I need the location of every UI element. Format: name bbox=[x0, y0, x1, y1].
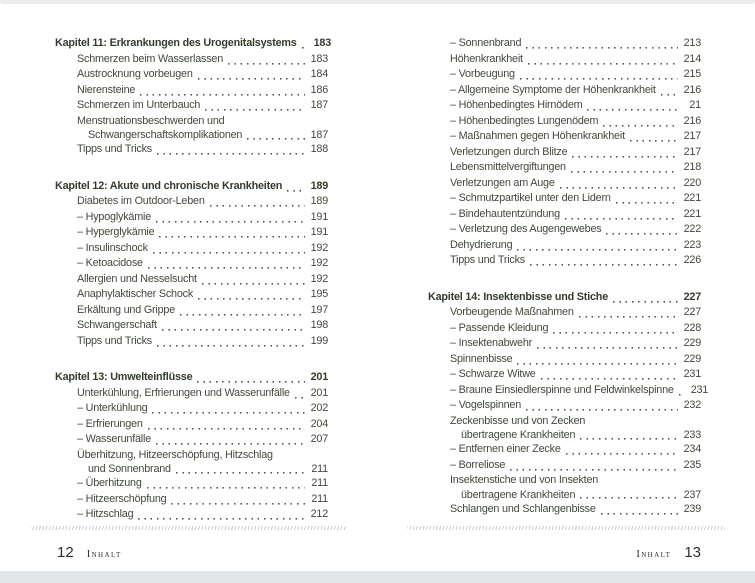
toc-entry-label: Menstruationsbeschwerden und bbox=[77, 114, 225, 127]
folio-number-right: 13 bbox=[684, 544, 701, 561]
dot-leader bbox=[537, 339, 678, 349]
toc-entry bbox=[55, 287, 328, 303]
toc-entry-page-number: 202 bbox=[310, 402, 328, 414]
toc-entry bbox=[428, 222, 701, 238]
toc-entry-label: – Hypoglykämie bbox=[77, 210, 152, 223]
toc-entry-label: Schmerzen im Unterbauch bbox=[77, 99, 201, 111]
scan-top-edge bbox=[0, 0, 755, 4]
dot-leader bbox=[138, 510, 304, 520]
toc-entry-page-number: 207 bbox=[310, 433, 328, 445]
toc-entry-page-number: 211 bbox=[311, 463, 328, 475]
toc-entry bbox=[55, 52, 328, 68]
toc-entry-label: – Borreliose bbox=[450, 458, 506, 471]
dot-leader bbox=[202, 275, 305, 285]
toc-entry bbox=[428, 442, 701, 458]
toc-entry bbox=[428, 383, 709, 399]
toc-entry-page-number: 226 bbox=[683, 254, 701, 266]
dot-leader bbox=[526, 401, 678, 411]
toc-entry bbox=[55, 225, 328, 241]
dot-leader bbox=[247, 130, 304, 140]
toc-entry bbox=[55, 210, 328, 226]
toc-entry-page-number: 211 bbox=[311, 492, 328, 505]
dot-leader bbox=[176, 464, 305, 474]
dot-leader bbox=[630, 132, 678, 142]
toc-entry-continuation bbox=[428, 489, 701, 502]
toc-entry bbox=[428, 336, 701, 352]
toc-entry-page-number: 234 bbox=[683, 443, 701, 455]
dot-leader bbox=[580, 430, 677, 440]
toc-entry-label: übertragene Krankheiten bbox=[461, 429, 576, 441]
toc-entry-label: – Entfernen einer Zecke bbox=[450, 443, 561, 455]
toc-entry-continuation bbox=[55, 463, 328, 476]
toc-entry bbox=[428, 98, 701, 114]
toc-entry bbox=[428, 145, 701, 161]
page-footer-left bbox=[57, 544, 122, 561]
toc-chapter-heading bbox=[55, 179, 328, 195]
toc-entry-page-number: 212 bbox=[310, 508, 328, 520]
toc-entry-label: und Sonnenbrand bbox=[88, 463, 171, 475]
toc-entry-label: Schmerzen beim Wasserlassen bbox=[77, 52, 224, 65]
toc-entry-page-number: 221 bbox=[683, 192, 701, 204]
toc-section bbox=[55, 179, 328, 350]
toc-entry-label: – Überhitzung bbox=[77, 477, 142, 489]
dot-leader bbox=[580, 489, 677, 499]
toc-entry bbox=[55, 318, 328, 334]
toc-entry-label: Kapitel 13: Umwelteinflüsse bbox=[55, 371, 193, 383]
toc-entry-page-number: 204 bbox=[310, 417, 328, 430]
toc-entry-label: Tipps und Tricks bbox=[77, 143, 153, 155]
dot-leader bbox=[520, 70, 678, 80]
dot-leader bbox=[210, 197, 305, 207]
dot-leader bbox=[156, 435, 305, 445]
toc-entry bbox=[428, 473, 701, 489]
toc-entry-page-number: 233 bbox=[683, 429, 701, 441]
toc-entry-page-number: 218 bbox=[683, 161, 701, 173]
toc-entry-label: – Höhenbedingtes Hirnödem bbox=[450, 99, 583, 111]
dot-leader bbox=[287, 182, 304, 192]
dot-leader bbox=[162, 321, 305, 331]
dot-leader bbox=[228, 55, 305, 65]
toc-entry bbox=[55, 303, 328, 319]
toc-entry-page-number: 191 bbox=[310, 210, 328, 223]
toc-entry-page-number: 229 bbox=[683, 352, 701, 365]
toc-entry-label: Schwangerschaftskomplikationen bbox=[88, 129, 243, 141]
toc-entry-label: – Maßnahmen gegen Höhenkrankheit bbox=[450, 130, 625, 142]
running-head-right: Inhalt bbox=[636, 549, 672, 560]
toc-section bbox=[428, 290, 709, 518]
dot-leader bbox=[197, 373, 304, 383]
toc-entry-label: – Schwarze Witwe bbox=[450, 368, 536, 380]
toc-entry-page-number: 21 bbox=[689, 99, 701, 111]
toc-entry-label: – Erfrierungen bbox=[77, 417, 143, 430]
toc-entry bbox=[428, 67, 701, 83]
dot-leader bbox=[180, 306, 305, 316]
toc-entry-page-number: 198 bbox=[310, 319, 328, 331]
folio-number-left: 12 bbox=[57, 544, 74, 561]
dot-leader bbox=[510, 461, 677, 471]
toc-entry-label: Tipps und Tricks bbox=[450, 254, 526, 266]
toc-entry bbox=[428, 458, 701, 474]
footer-rule-left bbox=[30, 526, 346, 530]
toc-entry-label: Verletzungen durch Blitze bbox=[450, 145, 568, 158]
toc-entry bbox=[55, 142, 328, 158]
toc-entry bbox=[428, 160, 701, 176]
toc-section bbox=[55, 36, 332, 158]
toc-entry-page-number: 221 bbox=[683, 207, 701, 220]
dot-leader bbox=[526, 39, 677, 49]
toc-entry-label: Dehydrierung bbox=[450, 238, 513, 251]
toc-entry bbox=[428, 114, 701, 130]
toc-entry-page-number: 237 bbox=[683, 488, 701, 501]
dot-leader bbox=[616, 194, 678, 204]
toc-entry bbox=[428, 83, 701, 99]
dot-leader bbox=[156, 213, 305, 223]
toc-entry bbox=[55, 386, 328, 402]
toc-entry-page-number: 222 bbox=[683, 223, 701, 235]
toc-entry bbox=[55, 241, 328, 257]
toc-entry-label: Kapitel 14: Insektenbisse und Stiche bbox=[428, 290, 609, 303]
dot-leader bbox=[140, 86, 304, 96]
toc-entry bbox=[55, 256, 328, 272]
toc-entry-page-number: 183 bbox=[313, 37, 332, 49]
toc-entry bbox=[428, 305, 701, 321]
toc-entry bbox=[55, 432, 328, 448]
toc-entry-label: – Hitzeerschöpfung bbox=[77, 492, 167, 505]
toc-entry bbox=[55, 334, 328, 350]
toc-entry bbox=[428, 191, 701, 207]
toc-entry-page-number: 191 bbox=[310, 226, 328, 238]
toc-entry-label: – Unterkühlung bbox=[77, 402, 148, 414]
toc-entry-page-number: 201 bbox=[310, 386, 328, 399]
scan-bottom-edge bbox=[0, 571, 755, 583]
dot-leader bbox=[148, 420, 305, 430]
toc-entry-page-number: 197 bbox=[310, 303, 328, 316]
toc-entry-label: – Ketoacidose bbox=[77, 257, 143, 269]
dot-leader bbox=[152, 404, 304, 414]
toc-entry bbox=[55, 194, 328, 210]
toc-entry-page-number: 232 bbox=[683, 399, 701, 411]
toc-entry-page-number: 187 bbox=[310, 99, 328, 111]
toc-entry bbox=[428, 367, 701, 383]
toc-entry-label: Schlangen und Schlangenbisse bbox=[450, 502, 596, 515]
toc-entry bbox=[428, 238, 701, 254]
toc-entry-label: übertragene Krankheiten bbox=[461, 488, 576, 501]
toc-entry-label: Verletzungen am Auge bbox=[450, 176, 555, 189]
dot-leader bbox=[606, 225, 677, 235]
toc-entry-page-number: 195 bbox=[310, 288, 328, 300]
toc-chapter-heading bbox=[55, 36, 332, 52]
toc-entry-label: Austrocknung vorbeugen bbox=[77, 68, 193, 80]
toc-entry bbox=[55, 476, 328, 492]
toc-entry-continuation bbox=[428, 429, 701, 442]
toc-entry-page-number: 228 bbox=[683, 321, 701, 334]
toc-column-left bbox=[55, 36, 332, 523]
toc-entry-label: Zeckenbisse und von Zecken bbox=[450, 414, 586, 427]
toc-chapter-heading bbox=[55, 370, 328, 386]
toc-entry-label: Erkältung und Grippe bbox=[77, 303, 176, 316]
toc-entry-label: – Verletzung des Augengewebes bbox=[450, 223, 602, 235]
toc-entry-page-number: 223 bbox=[683, 238, 701, 251]
dot-leader bbox=[198, 70, 305, 80]
toc-entry-label: Diabetes im Outdoor-Leben bbox=[77, 195, 205, 207]
toc-entry bbox=[428, 36, 701, 52]
dot-leader bbox=[661, 86, 678, 96]
toc-entry-page-number: 186 bbox=[310, 83, 328, 96]
toc-entry-label: – Vogelspinnen bbox=[450, 399, 522, 411]
toc-entry-page-number: 213 bbox=[683, 37, 701, 49]
dot-leader bbox=[153, 244, 305, 254]
toc-entry-label: Nierensteine bbox=[77, 83, 136, 96]
toc-entry-page-number: 231 bbox=[683, 368, 701, 380]
running-head-left: Inhalt bbox=[86, 549, 122, 560]
toc-entry-label: – Insektenabwehr bbox=[450, 337, 533, 349]
toc-entry-page-number: 189 bbox=[310, 179, 328, 192]
toc-entry-page-number: 187 bbox=[310, 129, 328, 141]
toc-entry-label: Schwangerschaft bbox=[77, 319, 157, 331]
toc-entry-page-number: 216 bbox=[683, 114, 701, 127]
dot-leader bbox=[302, 39, 308, 49]
toc-entry bbox=[428, 502, 701, 518]
dot-leader bbox=[603, 117, 677, 127]
toc-entry-label: – Allgemeine Symptome der Höhenkrankheit bbox=[450, 83, 656, 96]
toc-entry bbox=[55, 448, 328, 464]
toc-entry-label: – Vorbeugung bbox=[450, 68, 515, 80]
toc-entry bbox=[55, 417, 328, 433]
toc-entry-page-number: 215 bbox=[683, 68, 701, 80]
dot-leader bbox=[601, 505, 678, 515]
dot-leader bbox=[553, 324, 677, 334]
toc-entry-continuation bbox=[55, 129, 328, 142]
toc-column-right bbox=[428, 36, 709, 517]
toc-entry bbox=[55, 98, 328, 114]
toc-entry bbox=[55, 114, 328, 130]
toc-entry-page-number: 227 bbox=[683, 290, 701, 303]
dot-leader bbox=[157, 145, 305, 155]
dot-leader bbox=[571, 163, 678, 173]
toc-entry-label: – Braune Einsiedlerspinne und Feldwinkelspinne bbox=[450, 383, 674, 396]
dot-leader bbox=[528, 55, 678, 65]
toc-entry-label: Lebensmittelvergiftungen bbox=[450, 161, 566, 173]
dot-leader bbox=[560, 179, 678, 189]
dot-leader bbox=[679, 386, 685, 396]
toc-entry-page-number: 227 bbox=[683, 306, 701, 318]
toc-entry-page-number: 192 bbox=[310, 257, 328, 269]
dot-leader bbox=[587, 101, 678, 111]
toc-entry-page-number: 199 bbox=[310, 334, 328, 347]
toc-entry-label: Insektenstiche und von Insekten bbox=[450, 474, 599, 486]
toc-entry-page-number: 192 bbox=[310, 241, 328, 254]
toc-entry bbox=[55, 67, 328, 83]
dot-leader bbox=[541, 370, 678, 380]
toc-entry bbox=[428, 253, 701, 269]
toc-entry-page-number: 188 bbox=[310, 143, 328, 155]
toc-section bbox=[55, 370, 328, 523]
dot-leader bbox=[147, 479, 305, 489]
dot-leader bbox=[530, 256, 678, 266]
toc-chapter-heading bbox=[428, 290, 701, 306]
dot-leader bbox=[157, 337, 305, 347]
toc-entry-page-number: 229 bbox=[683, 337, 701, 349]
toc-entry-label: – Hitzschlag bbox=[77, 508, 134, 520]
toc-entry-label: – Passende Kleidung bbox=[450, 321, 549, 334]
toc-entry-label: Kapitel 11: Erkrankungen des Urogenitalsystems bbox=[55, 37, 297, 49]
toc-entry-label: Spinnenbisse bbox=[450, 352, 513, 365]
dot-leader bbox=[171, 495, 305, 505]
toc-entry-label: Allergien und Nesselsucht bbox=[77, 272, 197, 285]
toc-entry-label: – Wasserunfälle bbox=[77, 433, 152, 445]
dot-leader bbox=[517, 241, 677, 251]
toc-entry-label: – Schmutzpartikel unter den Lidern bbox=[450, 192, 611, 204]
toc-entry-page-number: 201 bbox=[310, 371, 328, 383]
dot-leader bbox=[148, 259, 305, 269]
toc-entry bbox=[428, 176, 701, 192]
toc-entry-page-number: 235 bbox=[683, 458, 701, 471]
toc-entry bbox=[428, 207, 701, 223]
toc-entry-label: – Höhenbedingtes Lungenödem bbox=[450, 114, 599, 127]
toc-entry-label: Tipps und Tricks bbox=[77, 334, 153, 347]
toc-entry-label: Anaphylaktischer Schock bbox=[77, 288, 194, 300]
toc-entry-page-number: 216 bbox=[683, 83, 701, 96]
dot-leader bbox=[205, 101, 304, 111]
toc-entry bbox=[55, 401, 328, 417]
dot-leader bbox=[159, 228, 304, 238]
toc-entry bbox=[428, 414, 701, 430]
toc-entry-page-number: 184 bbox=[310, 68, 328, 80]
toc-entry-page-number: 192 bbox=[310, 272, 328, 285]
toc-entry bbox=[428, 52, 701, 68]
dot-leader bbox=[517, 355, 677, 365]
toc-entry bbox=[55, 272, 328, 288]
dot-leader bbox=[198, 290, 305, 300]
dot-leader bbox=[295, 389, 305, 399]
toc-entry-label: Vorbeugende Maßnahmen bbox=[450, 306, 574, 318]
toc-entry-label: – Sonnenbrand bbox=[450, 37, 522, 49]
dot-leader bbox=[613, 293, 678, 303]
toc-entry-label: Kapitel 12: Akute und chronische Krankheiten bbox=[55, 179, 283, 192]
toc-entry bbox=[428, 352, 701, 368]
toc-entry-page-number: 211 bbox=[311, 477, 328, 489]
page-footer-right bbox=[428, 544, 701, 561]
toc-section bbox=[428, 36, 701, 269]
toc-entry-page-number: 217 bbox=[683, 130, 701, 142]
toc-entry-page-number: 183 bbox=[310, 52, 328, 65]
toc-entry bbox=[428, 321, 701, 337]
toc-entry-page-number: 220 bbox=[683, 176, 701, 189]
toc-entry-page-number: 189 bbox=[310, 195, 328, 207]
dot-leader bbox=[566, 445, 678, 455]
dot-leader bbox=[579, 308, 678, 318]
toc-entry-label: – Hyperglykämie bbox=[77, 226, 155, 238]
dot-leader bbox=[565, 210, 678, 220]
footer-rule-right bbox=[407, 526, 725, 530]
toc-entry-page-number: 231 bbox=[690, 383, 709, 396]
toc-entry bbox=[428, 129, 701, 145]
toc-entry-label: – Bindehautentzündung bbox=[450, 207, 560, 220]
toc-entry-page-number: 217 bbox=[683, 145, 701, 158]
toc-entry bbox=[55, 507, 328, 523]
toc-entry bbox=[55, 492, 328, 508]
toc-entry bbox=[428, 398, 701, 414]
toc-entry-page-number: 214 bbox=[683, 52, 701, 65]
toc-entry-label: Unterkühlung, Erfrierungen und Wasserunfälle bbox=[77, 386, 290, 399]
toc-entry-page-number: 239 bbox=[683, 502, 701, 515]
toc-entry bbox=[55, 83, 328, 99]
toc-entry-label: – Insulinschock bbox=[77, 241, 148, 254]
toc-entry-label: Überhitzung, Hitzeerschöpfung, Hitzschlag bbox=[77, 448, 273, 461]
dot-leader bbox=[572, 148, 677, 158]
toc-entry-label: Höhenkrankheit bbox=[450, 52, 523, 65]
